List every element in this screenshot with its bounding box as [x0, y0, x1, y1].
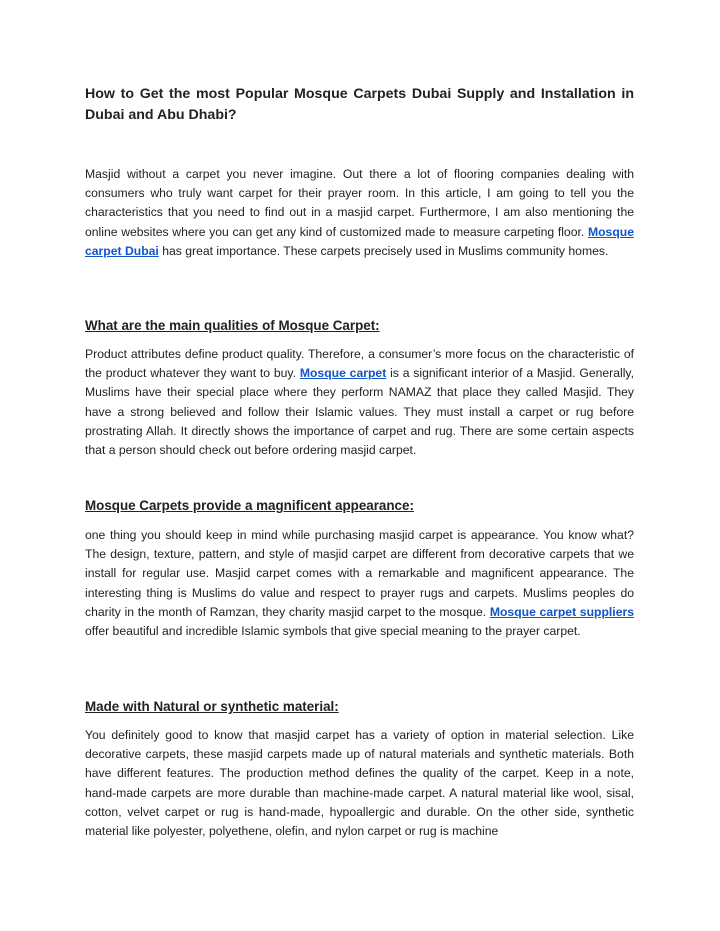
section-heading-appearance: Mosque Carpets provide a magnificent appearance: [85, 498, 414, 513]
page-title: How to Get the most Popular Mosque Carpets Dubai Supply and Installation in Dubai and Abu Dhabi? [85, 86, 634, 123]
qualities-text-before: Product attributes define product quality. Therefore, a consumer’s more focus on the characteristic of the product whatever they want to buy. [85, 347, 634, 381]
section-paragraph-material [85, 726, 634, 841]
intro-text-before: Masjid without a carpet you never imagine. Out there a lot of flooring companies dealing with consumers who truly want carpet for their prayer room. In this article, I am going to tell you the characteristics that you need to find out in a masjid carpet. Furthermore, I am also mentioning the online websites where you can get any kind of customized made to measure carpeting floor. [85, 167, 634, 239]
section-heading-material: Made with Natural or synthetic material: [85, 699, 339, 714]
material-text: You definitely good to know that masjid carpet has a variety of option in material selection. Like decorative carpets, these masjid carpets made up of natural materials and synthetic materials. Both have different features. The production method defines the quality of the carpet. Keep in a note, hand-made carpets are more durable than machine-made carpet. A natural material like wool, sisal, cotton, velvet carpet or rug is hand-made, hypoallergic and durable. On the other side, synthetic material like polyester, polyethene, olefin, and nylon carpet or rug is machine [85, 728, 634, 839]
mosque-carpet-suppliers-link[interactable]: Mosque carpet suppliers [489, 604, 634, 619]
intro-paragraph [85, 165, 634, 261]
mosque-carpet-dubai-link[interactable]: Mosque carpet Dubai [85, 224, 634, 258]
intro-text-after: has great importance. These carpets precisely used in Muslims community homes. [158, 243, 609, 258]
qualities-text-after: is a significant interior of a Masjid. Generally, Muslims have their special place where they perform NAMAZ that place they called Masjid. They have a strong believed and follow their Islamic values. They must install a carpet or rug before prostrating Allah. It directly shows the importance of carpet and rug. There are some certain aspects that a person should check out before ordering masjid carpet. [85, 366, 634, 458]
section-paragraph-qualities [85, 345, 634, 460]
section-heading-qualities: What are the main qualities of Mosque Carpet: [85, 318, 380, 333]
appearance-text-after: offer beautiful and incredible Islamic symbols that give special meaning to the prayer carpet. [85, 624, 581, 639]
appearance-text-before: one thing you should keep in mind while purchasing masjid carpet is appearance. You know what? The design, texture, pattern, and style of masjid carpet are different from decorative carpets that we install for regular use. Masjid carpet comes with a remarkable and magnificent appearance. The interesting thing is Muslims do value and respect to prayer rugs and carpets. Muslims peoples do charity in the month of Ramzan, they charity masjid carpet to the mosque. [85, 528, 634, 619]
mosque-carpet-link[interactable]: Mosque carpet [299, 366, 387, 381]
section-paragraph-appearance [85, 526, 634, 641]
